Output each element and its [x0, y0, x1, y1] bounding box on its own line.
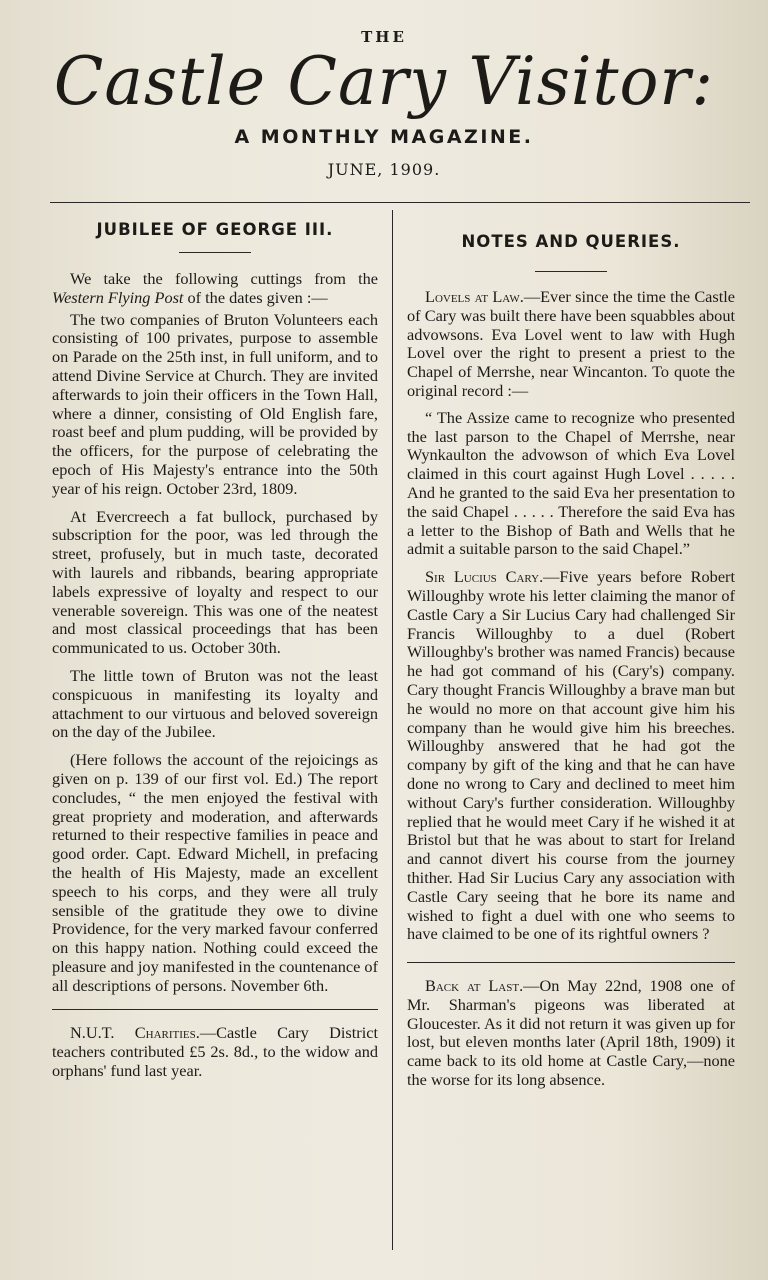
back-at-last-heading: Back at Last.: [425, 976, 524, 996]
header-rule: [50, 202, 750, 203]
back-at-last-paragraph: [407, 977, 735, 1090]
magazine-title: Castle Cary Visitor:: [53, 43, 715, 120]
lovels-text: —Ever since the time the Castle of Cary was built there have been squabbles about advowsons. Eva Lovel went to law with Hugh Lovel over the right to present a priest to the Chapel of Merrshe, near Wincanton. To quote the original record :—: [407, 287, 736, 400]
lovels-heading: Lovels at Law.: [425, 287, 524, 306]
lucius-heading: Sir Lucius Cary.: [425, 567, 544, 587]
masthead: [0, 28, 768, 179]
nut-charities-paragraph: [52, 1024, 378, 1080]
intro-text: We take the following cuttings from the: [70, 269, 378, 288]
jubilee-heading: JUBILEE OF GEORGE III.: [96, 220, 334, 239]
notes-heading: NOTES AND QUERIES.: [461, 232, 681, 251]
jubilee-intro: [52, 270, 378, 308]
heading-rule: [179, 252, 251, 253]
lovels-paragraph: [407, 288, 735, 401]
issue-date: JUNE, 1909.: [327, 160, 441, 179]
lucius-text: —Five years before Robert Willoughby wrote his letter claiming the manor of Castle Cary a Sir Lucius Cary had challenged Sir Francis Willoughby to a duel (Robert Willoughby's brother was named Francis) because he had got command of his (Cary's) company. Cary thought Francis Willoughby a brave man but he would no more on that account give him his company than he would give him his breeches. Willoughby answered that he had got the company by gift of the king and that he can have done no wrong to Cary and declined to meet him without Cary's further consideration. Willoughby replied that he would meet Cary if he wished it at Bristol but that he was about to start for Ireland and cannot divert his course from the journey thither. Had Sir Lucius Cary any association with Castle Cary seeing that he bore its name and wished to fight a duel with one who seems to have claimed to be one of its rightful owners ?: [407, 567, 735, 944]
jubilee-paragraph-bruton-volunteers: The two companies of Bruton Volunteers each consisting of 100 privates, purpose to assemble on Parade on the 25th inst, in full uniform, and to attend Divine Service at Church. They are invited afterwards to join their officers in the Town Hall, where a dinner, consisting of Old English fare, roast beef and plum pudding, will be provided by the officers, for the purpose of celebrating the epoch of His Majesty's entrance into the 50th year of his reign. October 23rd, 1809.: [52, 309, 378, 498]
nut-charities-text: —Castle Cary District teachers contributed £5 2s. 8d., to the widow and orphans' fund last year.: [52, 1023, 378, 1081]
left-column: [52, 210, 378, 1081]
heading-rule: [535, 271, 607, 272]
masthead-the: THE: [361, 28, 407, 46]
section-rule: [52, 1009, 378, 1010]
lovels-quote: “ The Assize came to recognize who presented the last parson to the Chapel of Merrshe, near Wynkaulton the advowson of which Eva Lovel claimed in this court against Hugh Lovel . . . . . And he granted to the said Eva her presentation to the said Chapel . . . . . Therefore the said Eva has a letter to the Bishop of Bath and Wells that he admit a suitable parson to the said Chapel.”: [407, 407, 735, 559]
right-column: [407, 210, 735, 1090]
column-divider: [392, 210, 393, 1250]
back-at-last-text: —On May 22nd, 1908 one of Mr. Sharman's pigeons was liberated at Gloucester. As it did not return it was given up for lost, but eleven months later (April 18th, 1909) it came back to its old home at Castle Cary,—none the worse for its long absence.: [407, 976, 736, 1090]
jubilee-paragraph-evercreech: At Evercreech a fat bullock, purchased by subscription for the poor, was led through the street, profusely, but in much taste, decorated with laurels and ribbands, bearing appropriate labels expressive of loyalty and respect to our venerable sovereign. This was one of the neatest and most classical proceedings that has been communicated to us. October 30th.: [52, 506, 378, 658]
jubilee-paragraph-bruton-town: The little town of Bruton was not the least conspicuous in manifesting its loyalty and attachment to our virtuous and beloved sovereign on the day of the Jubilee.: [52, 665, 378, 742]
nut-charities-heading: N.U.T. Charities.: [70, 1023, 200, 1043]
section-rule: [407, 962, 735, 963]
jubilee-paragraph-report: (Here follows the account of the rejoicings as given on p. 139 of our first vol. Ed.) The report concludes, “ the men enjoyed the festival with great propriety and moderation, and afterwards returned to their respective families in peace and good order. Capt. Edward Michell, in prefacing the health of His Majesty, made an excellent speech to his corps, and they were all truly sensible of the gratitude they owe to divine Providence, for the very marked favour conferred on this happy nation. Nothing could exceed the pleasure and joy manifested in the countenance of all descriptions of persons. November 6th.: [52, 750, 378, 995]
newspaper-title: Western Flying Post: [52, 287, 184, 307]
lucius-paragraph: [407, 568, 735, 944]
magazine-subtitle: A MONTHLY MAGAZINE.: [234, 126, 534, 148]
intro-text-end: of the dates given :—: [183, 287, 328, 307]
